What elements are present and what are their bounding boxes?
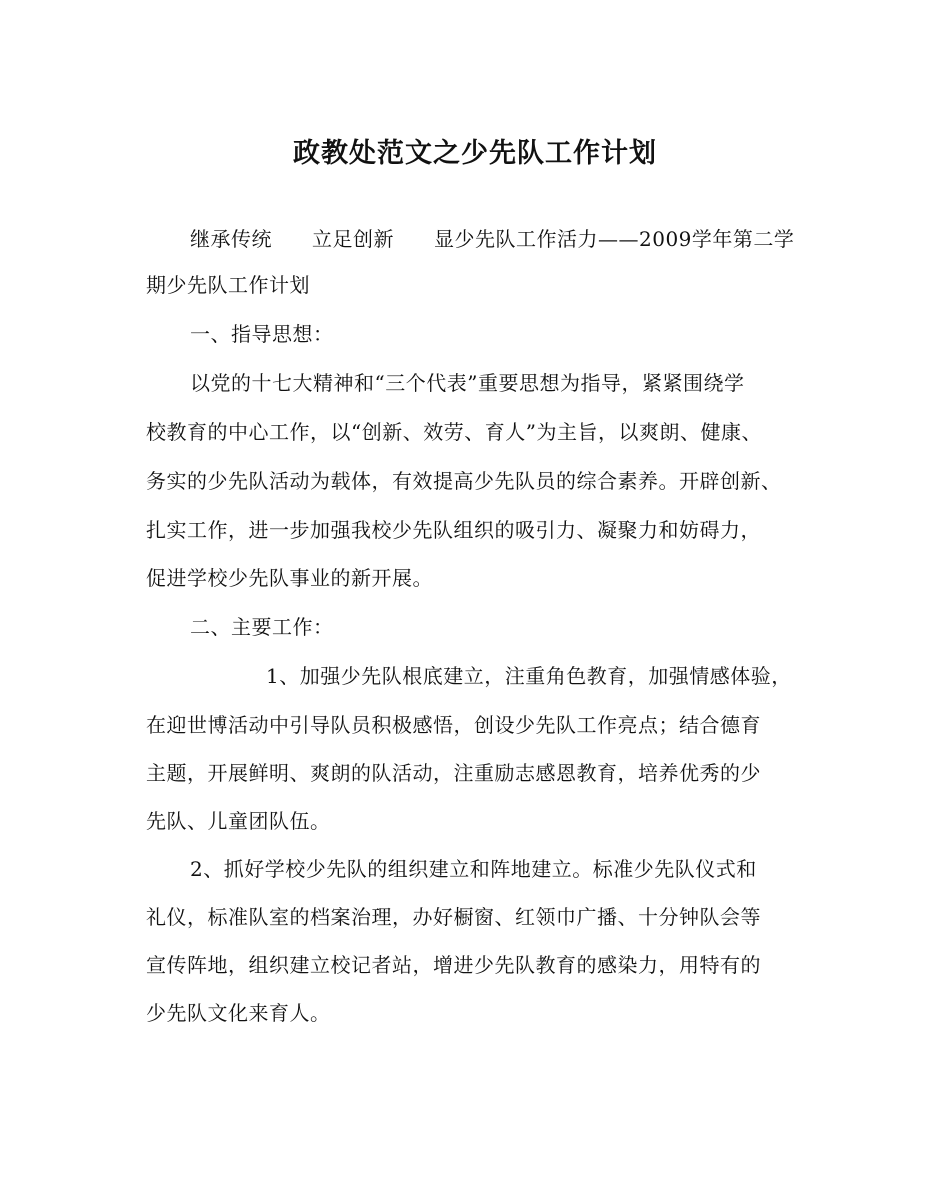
paragraph-line: 促进学校少先队事业的新开展。	[146, 566, 433, 590]
paragraph-line: 扎实工作，进一步加强我校少先队组织的吸引力、凝聚力和妨碍力，	[146, 518, 761, 542]
paragraph-line: 宣传阵地，组织建立校记者站，增进少先队教育的感染力，用特有的	[146, 953, 761, 977]
paragraph-line: 1、加强少先队根底建立，注重角色教育，加强情感体验，	[266, 664, 792, 688]
subtitle-line	[190, 224, 794, 254]
subtitle-part-1: 继承传统	[190, 227, 272, 251]
section-heading: 一、指导思想：	[190, 322, 334, 346]
paragraph-line: 先队、儿童团队伍。	[146, 809, 331, 833]
paragraph-line: 以党的十七大精神和“三个代表”重要思想为指导，紧紧围绕学	[190, 371, 745, 395]
paragraph-line: 期少先队工作计划	[146, 273, 310, 297]
subtitle-part-3: 显少先队工作活力——2009学年第二学	[434, 227, 795, 251]
paragraph-line: 礼仪，标准队室的档案治理，办好橱窗、红领巾广播、十分钟队会等	[146, 905, 761, 929]
paragraph-line: 校教育的中心工作，以“创新、效劳、育人”为主旨，以爽朗、健康、	[146, 420, 762, 444]
section-heading: 二、主要工作：	[190, 615, 334, 639]
document-title: 政教处范文之少先队工作计划	[293, 138, 657, 169]
paragraph-line: 主题，开展鲜明、爽朗的队活动，注重励志感恩教育，培养优秀的少	[146, 761, 761, 785]
paragraph-line: 少先队文化来育人。	[146, 1001, 331, 1025]
paragraph-line: 2、抓好学校少先队的组织建立和阵地建立。标准少先队仪式和	[190, 857, 757, 881]
subtitle-part-2: 立足创新	[312, 227, 394, 251]
paragraph-line: 务实的少先队活动为载体，有效提高少先队员的综合素养。开辟创新、	[146, 469, 782, 493]
paragraph-line: 在迎世博活动中引导队员积极感悟，创设少先队工作亮点；结合德育	[146, 713, 761, 737]
